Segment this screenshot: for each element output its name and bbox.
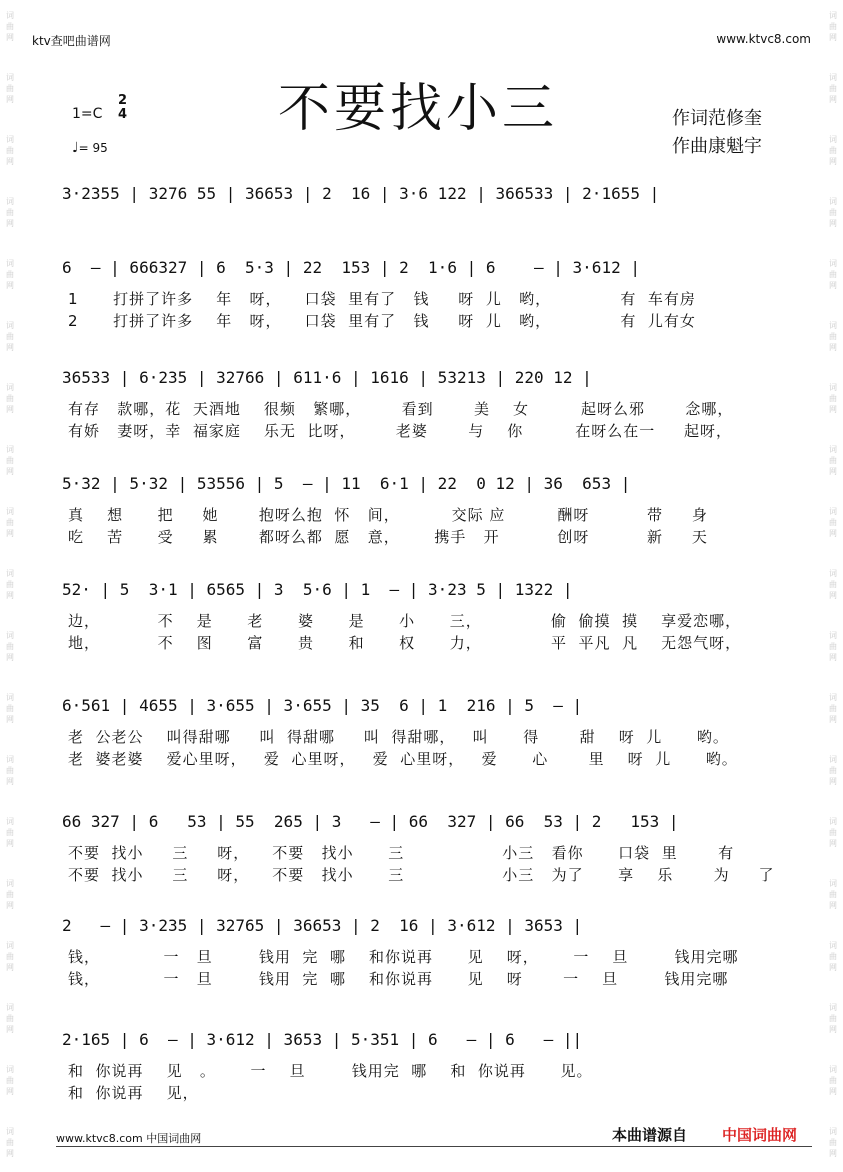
- time-signature-top: 2: [118, 93, 128, 108]
- notation-row: 3·2355 | 3276 55 | 36653 | 2 16 | 3·6 122 | 366533 | 2·1655 |: [62, 184, 660, 203]
- watermark-text: 词曲网: [6, 73, 14, 104]
- watermark-text: 词曲网: [6, 383, 14, 414]
- watermark-text: 词曲网: [829, 755, 837, 786]
- watermark-text: 词曲网: [6, 941, 14, 972]
- lyric-line: 有存 款哪，花 天酒地 很频 繁哪， 看到 美 女 起呀么邪 念哪，: [68, 400, 734, 418]
- left-watermark-strip: [0, 0, 30, 1172]
- watermark-text: 词曲网: [829, 11, 837, 42]
- lyricist-credit: 作词范修奎: [672, 108, 762, 129]
- watermark-text: 词曲网: [6, 631, 14, 662]
- lyric-line: 吃 苦 受 累 都呀么都 愿 意， 携手 开 创呀 新 天: [68, 528, 708, 546]
- watermark-text: 词曲网: [6, 197, 14, 228]
- notation-row: 2 — | 3·235 | 32765 | 36653 | 2 16 | 3·612 | 3653 |: [62, 916, 583, 935]
- lyric-line: 2 打拼了许多 年 呀， 口袋 里有了 钱 呀 儿 哟， 有 儿有女: [68, 312, 696, 330]
- watermark-text: 词曲网: [829, 383, 837, 414]
- watermark-text: 词曲网: [6, 11, 14, 42]
- watermark-text: 词曲网: [6, 259, 14, 290]
- lyric-line: 钱， 一 旦 钱用 完 哪 和你说再 见 呀 一 旦 钱用完哪: [68, 970, 729, 988]
- time-signature: [118, 94, 127, 122]
- tempo-value: = 95: [78, 141, 108, 155]
- notation-row: 66 327 | 6 53 | 55 265 | 3 — | 66 327 | 66 53 | 2 153 |: [62, 812, 679, 831]
- footer-brand: 中国词曲网: [722, 1126, 798, 1144]
- song-title: 不要找小三: [278, 79, 559, 139]
- watermark-text: 词曲网: [829, 197, 837, 228]
- watermark-text: 词曲网: [829, 445, 837, 476]
- watermark-text: 词曲网: [6, 817, 14, 848]
- watermark-text: 词曲网: [6, 445, 14, 476]
- watermark-text: 词曲网: [829, 631, 837, 662]
- watermark-text: 词曲网: [829, 507, 837, 538]
- composer-credit: 作曲康魁宇: [672, 136, 762, 157]
- watermark-text: 词曲网: [829, 321, 837, 352]
- tempo-marking: [72, 140, 108, 156]
- watermark-text: 词曲网: [829, 879, 837, 910]
- lyric-line: 钱， 一 旦 钱用 完 哪 和你说再 见 呀， 一 旦 钱用完哪: [68, 948, 739, 966]
- key-signature: 1=C: [72, 106, 103, 122]
- lyric-line: 1 打拼了许多 年 呀， 口袋 里有了 钱 呀 儿 哟， 有 车有房: [68, 290, 696, 308]
- watermark-text: 词曲网: [829, 1065, 837, 1096]
- lyric-line: 老 公老公 叫得甜哪 叫 得甜哪 叫 得甜哪， 叫 得 甜 呀 儿 哟。: [68, 728, 729, 746]
- time-signature-bottom: 4: [118, 107, 128, 122]
- lyric-line: 和 你说再 见，: [68, 1084, 199, 1102]
- right-watermark-strip: [813, 0, 843, 1172]
- watermark-text: 词曲网: [6, 569, 14, 600]
- site-name-left: ktv查吧曲谱网: [32, 34, 111, 48]
- notation-row: 6 — | 666327 | 6 5·3 | 22 153 | 2 1·6 | 6 — | 3·612 |: [62, 258, 640, 277]
- watermark-text: 词曲网: [829, 135, 837, 166]
- watermark-text: 词曲网: [829, 1127, 837, 1158]
- notation-row: 6·561 | 4655 | 3·655 | 3·655 | 35 6 | 1 216 | 5 — |: [62, 696, 583, 715]
- watermark-text: 词曲网: [6, 507, 14, 538]
- watermark-text: 词曲网: [829, 1003, 837, 1034]
- watermark-text: 词曲网: [829, 941, 837, 972]
- watermark-text: 词曲网: [829, 817, 837, 848]
- notation-row: 5·32 | 5·32 | 53556 | 5 — | 11 6·1 | 22 0 12 | 36 653 |: [62, 474, 631, 493]
- watermark-text: 词曲网: [829, 693, 837, 724]
- watermark-text: 词曲网: [6, 1127, 14, 1158]
- watermark-text: 词曲网: [6, 693, 14, 724]
- lyric-line: 地， 不 图 富 贵 和 权 力， 平 平凡 凡 无怨气呀，: [68, 634, 742, 652]
- lyric-line: 和 你说再 见 。 一 旦 钱用完 哪 和 你说再 见。: [68, 1062, 593, 1080]
- quarter-note-icon: ♩: [72, 140, 79, 156]
- watermark-text: 词曲网: [6, 321, 14, 352]
- watermark-text: 词曲网: [6, 1065, 14, 1096]
- lyric-line: 真 想 把 她 抱呀么抱 怀 间， 交际 应 酬呀 带 身: [68, 506, 708, 524]
- lyric-line: 不要 找小 三 呀， 不要 找小 三 小三 看你 口袋 里 有: [68, 844, 735, 862]
- lyric-line: 边， 不 是 老 婆 是 小 三， 偷 偷摸 摸 享爱恋哪，: [68, 612, 742, 630]
- watermark-text: 词曲网: [6, 135, 14, 166]
- watermark-text: 词曲网: [829, 259, 837, 290]
- watermark-text: 词曲网: [6, 879, 14, 910]
- notation-row: 2·165 | 6 — | 3·612 | 3653 | 5·351 | 6 — | 6 — ||: [62, 1030, 583, 1049]
- lyric-line: 老 婆老婆 爱心里呀， 爱 心里呀， 爱 心里呀， 爱 心 里 呀 儿 哟。: [68, 750, 738, 768]
- notation-row: 52· | 5 3·1 | 6565 | 3 5·6 | 1 — | 3·23 5 | 1322 |: [62, 580, 573, 599]
- footer-site: www.ktvc8.com 中国词曲网: [56, 1132, 202, 1145]
- footer-divider: [56, 1146, 812, 1147]
- footer-source-label: 本曲谱源自: [612, 1126, 688, 1144]
- watermark-text: 词曲网: [6, 755, 14, 786]
- lyric-line: 不要 找小 三 呀， 不要 找小 三 小三 为了 享 乐 为 了: [68, 866, 775, 884]
- site-url-right: www.ktvc8.com: [716, 32, 811, 46]
- lyric-line: 有娇 妻呀，幸 福家庭 乐无 比呀， 老婆 与 你 在呀么在一 起呀，: [68, 422, 733, 440]
- notation-row: 36533 | 6·235 | 32766 | 611·6 | 1616 | 53213 | 220 12 |: [62, 368, 592, 387]
- watermark-text: 词曲网: [829, 73, 837, 104]
- watermark-text: 词曲网: [829, 569, 837, 600]
- watermark-text: 词曲网: [6, 1003, 14, 1034]
